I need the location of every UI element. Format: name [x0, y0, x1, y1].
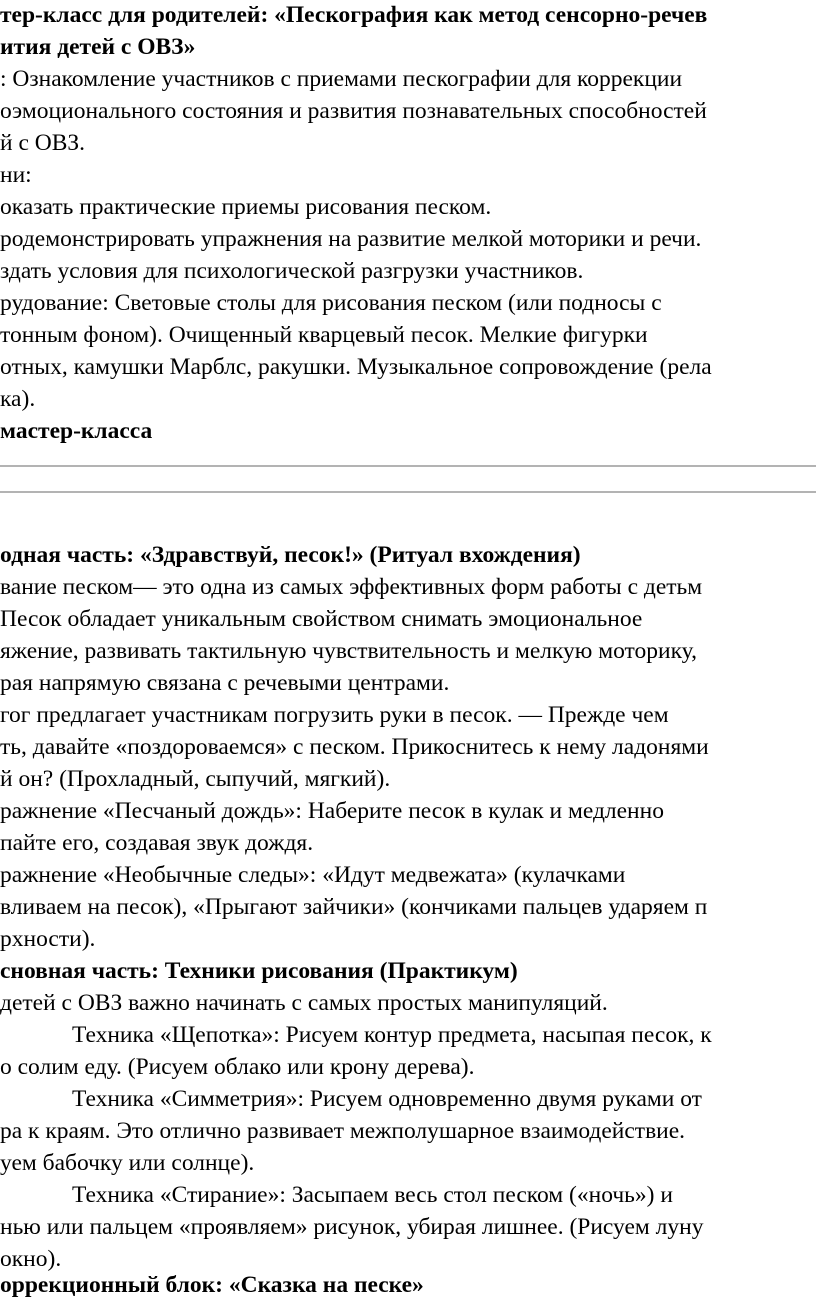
technique-erase-line-2: нью или пальцем «проявляем» рисунок, убирая лишнее. (Рисуем луну: [0, 1214, 704, 1240]
section-main-heading: сновная часть: Техники рисования (Практикум): [0, 958, 518, 984]
divider-bottom: [0, 491, 816, 493]
task-1: оказать практические приемы рисования песком.: [0, 194, 492, 220]
goal-line-1: : Ознакомление участников с приемами пескографии для коррекции: [0, 66, 683, 92]
section-correction-heading: оррекционный блок: «Сказка на песке»: [0, 1272, 424, 1298]
intro-line-5: гог предлагает участникам погрузить руки в песок. — Прежде чем: [0, 702, 669, 728]
exercise-rain-line-1: ражнение «Песчаный дождь»: Наберите песок в кулак и медленно: [0, 798, 664, 824]
title-line-2: ития детей с ОВЗ»: [0, 34, 196, 60]
main-line-1: детей с ОВЗ важно начинать с самых простых манипуляций.: [0, 990, 608, 1016]
intro-line-3: яжение, развивать тактильную чувствительность и мелкую моторику,: [0, 638, 697, 664]
task-2: родемонстрировать упражнения на развитие мелкой моторики и речи.: [0, 226, 702, 252]
section-intro-heading: одная часть: «Здравствуй, песок!» (Ритуал вхождения): [0, 542, 581, 568]
equipment-line-3: отных, камушки Марблс, ракушки. Музыкальное сопровождение (рела: [0, 354, 712, 380]
equipment-line-2: тонным фоном). Очищенный кварцевый песок. Мелкие фигурки: [0, 322, 648, 348]
goal-line-3: й с ОВЗ.: [0, 130, 86, 156]
exercise-rain-line-2: пайте его, создавая звук дождя.: [0, 830, 314, 856]
divider-top: [0, 465, 816, 467]
exercise-tracks-line-2: вливаем на песок), «Прыгают зайчики» (кончиками пальцев ударяем п: [0, 894, 708, 920]
exercise-tracks-line-3: рхности).: [0, 926, 96, 952]
plan-heading: мастер-класса: [0, 418, 153, 444]
technique-symmetry-line-2: ра к краям. Это отлично развивает межполушарное взаимодействие.: [0, 1118, 686, 1144]
technique-pinch-line-1: Техника «Щепотка»: Рисуем контур предмета, насыпая песок, к: [72, 1022, 712, 1048]
equipment-line-4: ка).: [0, 386, 36, 412]
technique-pinch-line-2: о солим еду. (Рисуем облако или крону дерева).: [0, 1054, 475, 1080]
technique-erase-line-3: окно).: [0, 1246, 62, 1272]
intro-line-1: вание песком— это одна из самых эффективных форм работы с детьм: [0, 574, 703, 600]
technique-erase-line-1: Техника «Стирание»: Засыпаем весь стол песком («ночь») и: [72, 1182, 673, 1208]
exercise-tracks-line-1: ражнение «Необычные следы»: «Идут медвежата» (кулачками: [0, 862, 626, 888]
tasks-heading: ни:: [0, 162, 32, 188]
title-line-1: тер-класс для родителей: «Пескография как метод сенсорно-речев: [0, 2, 708, 28]
intro-line-7: й он? (Прохладный, сыпучий, мягкий).: [0, 766, 391, 792]
goal-line-2: оэмоционального состояния и развития познавательных способностей: [0, 98, 707, 124]
intro-line-2: Песок обладает уникальным свойством снимать эмоциональное: [0, 606, 643, 632]
intro-line-4: рая напрямую связана с речевыми центрами.: [0, 670, 450, 696]
technique-symmetry-line-1: Техника «Симметрия»: Рисуем одновременно двумя руками от: [72, 1086, 702, 1112]
task-3: здать условия для психологической разгрузки участников.: [0, 258, 584, 284]
technique-symmetry-line-3: уем бабочку или солнце).: [0, 1150, 255, 1176]
intro-line-6: ть, давайте «поздороваемся» с песком. Прикоснитесь к нему ладонями: [0, 734, 709, 760]
equipment-line-1: рудование: Световые столы для рисования песком (или подносы с: [0, 290, 662, 316]
